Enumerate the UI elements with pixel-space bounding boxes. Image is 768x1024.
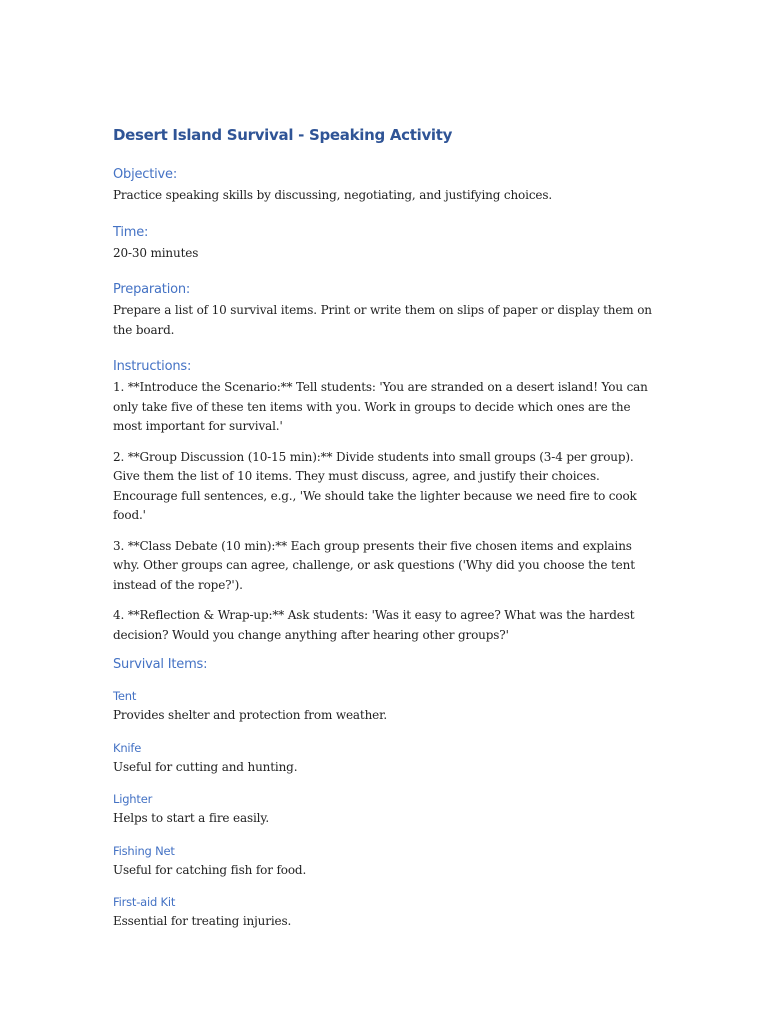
survival-item-description: Helps to start a fire easily. — [113, 811, 270, 825]
time-text: 20-30 minutes — [113, 245, 199, 260]
survival-item-knife — [113, 740, 658, 778]
instructions-heading: Instructions: — [113, 359, 192, 374]
time-section — [113, 224, 658, 264]
preparation-heading: Preparation: — [113, 282, 191, 297]
document-page — [113, 120, 658, 946]
survival-item-name: Tent — [113, 689, 137, 703]
survival-item-name: Fishing Net — [113, 843, 175, 858]
instructions-section — [113, 358, 658, 645]
objective-heading: Objective: — [113, 167, 178, 182]
survival-item-lighter — [113, 791, 658, 829]
survival-items-heading: Survival Items: — [113, 657, 208, 672]
objective-text: Practice speaking skills by discussing, negotiating, and justifying choices. — [113, 188, 553, 202]
survival-item-name: Lighter — [113, 792, 153, 806]
survival-item-description: Provides shelter and protection from weather. — [113, 708, 388, 722]
preparation-section — [113, 281, 658, 340]
survival-item-description: Useful for cutting and hunting. — [113, 759, 298, 774]
objective-section — [113, 166, 658, 206]
instruction-step-1: 1. **Introduce the Scenario:** Tell students: 'You are stranded on a desert island! You can only take five of these ten items with you. Work in groups to decide which ones are the most important for survival.' — [113, 380, 648, 433]
instruction-step-3: 3. **Class Debate (10 min):** Each group presents their five chosen items and explains why. Other groups can agree, challenge, or ask questions ('Why did you choose the tent instead of the rope?'). — [113, 538, 635, 592]
instruction-step-2: 2. **Group Discussion (10-15 min):** Divide students into small groups (3-4 per group). Give them the list of 10 items. They must discuss, agree, and justify their choices. Encourage full sentences, e.g., 'We should take the lighter because we need fire to cook food.' — [113, 449, 637, 522]
survival-item-name: First-aid Kit — [113, 895, 176, 909]
survival-item-fishing-net — [113, 843, 658, 881]
instruction-step-4: 4. **Reflection & Wrap-up:** Ask students: 'Was it easy to agree? What was the hardest decision? Would you change anything after hearing other groups?' — [113, 608, 635, 642]
preparation-text: Prepare a list of 10 survival items. Print or write them on slips of paper or display them on the board. — [113, 303, 652, 337]
survival-item-first-aid-kit — [113, 894, 658, 932]
survival-item-description: Useful for catching fish for food. — [113, 862, 307, 877]
survival-item-tent — [113, 688, 658, 726]
survival-item-name: Knife — [113, 740, 142, 755]
time-heading: Time: — [113, 224, 149, 240]
survival-item-description: Essential for treating injuries. — [113, 914, 292, 928]
document-title: Desert Island Survival - Speaking Activity — [113, 126, 453, 144]
